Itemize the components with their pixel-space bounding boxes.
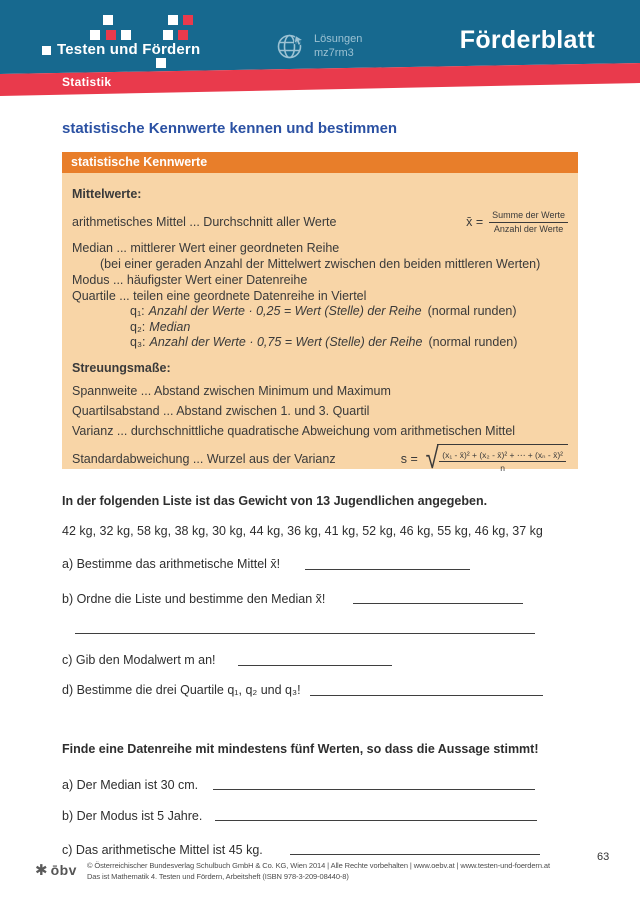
q2-label: q₂: bbox=[130, 319, 146, 334]
logo-square bbox=[156, 58, 166, 68]
standard-deviation-text: Standardabweichung ... Wurzel aus der Varianz bbox=[72, 451, 336, 466]
q1-note: (normal runden) bbox=[427, 304, 517, 318]
radical-sign: √ bbox=[425, 441, 439, 475]
fraction-denominator: n bbox=[500, 463, 505, 473]
mean-formula bbox=[466, 210, 568, 235]
brand-name: Testen und Fördern bbox=[57, 41, 201, 58]
exercise-1 bbox=[62, 494, 578, 709]
logo-square bbox=[103, 15, 113, 25]
logo-square bbox=[106, 30, 116, 40]
q3-label: q₃: bbox=[130, 335, 146, 349]
q2-formula: Median bbox=[149, 319, 191, 334]
q2-line bbox=[130, 320, 568, 336]
exercise-2-intro: Finde eine Datenreihe mit mindestens fünf Werten, so dass die Aussage stimmt! bbox=[62, 742, 539, 756]
exercise-1b-label: b) Ordne die Liste und bestimme den Median x̃! bbox=[62, 592, 326, 606]
infobox-body bbox=[62, 173, 578, 475]
quartilsabstand-text: Quartilsabstand ... Abstand zwischen 1. und 3. Quartil bbox=[72, 403, 370, 418]
q1-label: q₁: bbox=[130, 304, 145, 318]
exercise-2b-label: b) Der Modus ist 5 Jahre. bbox=[62, 809, 203, 823]
infobox bbox=[62, 152, 578, 475]
logo-square bbox=[90, 30, 100, 40]
stddev-formula-lhs: s = bbox=[400, 451, 418, 466]
infobox-heading-mittelwerte: Mittelwerte: bbox=[72, 187, 142, 201]
exercise-1-values: 42 kg, 32 kg, 58 kg, 38 kg, 30 kg, 44 kg, 36 kg, 41 kg, 52 kg, 46 kg, 55 kg, 46 kg, 37 kg bbox=[62, 524, 543, 538]
modus-text: Modus ... häufigster Wert einer Datenreihe bbox=[72, 273, 308, 287]
fraction-numerator: (x₁ - x̄)² + (x₂ - x̄)² + ⋯ + (xₙ - x̄)² bbox=[439, 450, 566, 462]
median-text: Median ... mittlerer Wert einer geordneten Reihe bbox=[72, 241, 340, 255]
exercise-2a-label: a) Der Median ist 30 cm. bbox=[62, 778, 199, 792]
exercise-1-intro: In der folgenden Liste ist das Gewicht von 13 Jugendlichen angegeben. bbox=[62, 494, 488, 508]
section-label: Statistik bbox=[62, 75, 112, 89]
logo-square bbox=[183, 15, 193, 25]
q3-line bbox=[130, 335, 568, 351]
q1-formula: Anzahl der Werte · 0,25 = Wert (Stelle) der Reihe bbox=[148, 304, 422, 318]
answer-line-1b-continued[interactable] bbox=[75, 633, 535, 634]
spannweite-text: Spannweite ... Abstand zwischen Minimum und Maximum bbox=[72, 383, 391, 398]
answer-line-1a[interactable] bbox=[305, 569, 470, 570]
globe-icon bbox=[276, 31, 306, 61]
logo-square bbox=[121, 30, 131, 40]
exercise-1c-label: c) Gib den Modalwert m an! bbox=[62, 653, 216, 667]
footer bbox=[35, 860, 550, 882]
stddev-fraction bbox=[439, 450, 566, 473]
document-type-title: Förderblatt bbox=[459, 26, 595, 54]
fraction-denominator: Anzahl der Werte bbox=[493, 223, 564, 234]
mean-formula-lhs: x̄ = bbox=[466, 215, 484, 229]
answer-line-1b[interactable] bbox=[353, 603, 523, 604]
fraction-numerator: Summe der Werte bbox=[489, 210, 568, 223]
imprint-line-2: Das ist Mathematik 4. Testen und Fördern, Arbeitsheft (ISBN 978-3-209-08440-8) bbox=[86, 872, 349, 881]
solutions-label: Lösungen bbox=[314, 33, 363, 45]
solutions-info bbox=[276, 31, 362, 61]
exercise-2 bbox=[62, 742, 578, 862]
logo-square bbox=[168, 15, 178, 25]
answer-line-2a[interactable] bbox=[213, 789, 535, 790]
q3-note: (normal runden) bbox=[428, 335, 518, 349]
infobox-heading-streuungsmasse: Streuungsmaße: bbox=[72, 360, 171, 375]
publisher-logo bbox=[35, 862, 77, 878]
exercise-1a-label: a) Bestimme das arithmetische Mittel x̄! bbox=[62, 557, 281, 571]
exercise-2c-label: c) Das arithmetische Mittel ist 45 kg. bbox=[62, 843, 263, 857]
varianz-text: Varianz ... durchschnittliche quadratische Abweichung vom arithmetischen Mittel bbox=[72, 423, 516, 438]
standard-deviation-row bbox=[72, 442, 568, 476]
obv-star-icon: ✱ bbox=[35, 861, 48, 879]
quartile-text: Quartile ... teilen eine geordnete Datenreihe in Viertel bbox=[72, 289, 367, 303]
median-note: (bei einer geraden Anzahl der Mittelwert zwischen den beiden mittleren Werten) bbox=[100, 257, 541, 271]
stddev-formula bbox=[400, 441, 568, 475]
q1-line bbox=[130, 304, 568, 320]
imprint bbox=[87, 860, 550, 882]
exercise-1d-label: d) Bestimme die drei Quartile q₁, q₂ und q₃! bbox=[62, 683, 301, 697]
logo-square bbox=[163, 30, 173, 40]
imprint-line-1: © Österreichischer Bundesverlag Schulbuch GmbH & Co. KG, Wien 2014 | Alle Rechte vorbehalten | www.oebv.at | www.testen-und-foerdern.at bbox=[86, 861, 550, 870]
logo-bullet bbox=[42, 46, 51, 55]
answer-line-2b[interactable] bbox=[215, 820, 537, 821]
q3-formula: Anzahl der Werte · 0,75 = Wert (Stelle) der Reihe bbox=[149, 335, 423, 349]
radicand bbox=[437, 444, 568, 473]
page-title: statistische Kennwerte kennen und bestimmen bbox=[62, 120, 398, 137]
arithmetic-mean-row bbox=[72, 205, 568, 239]
logo-square bbox=[178, 30, 188, 40]
sqrt-expression bbox=[424, 441, 568, 475]
answer-line-1c[interactable] bbox=[238, 665, 392, 666]
publisher-logo-text: ōbv bbox=[50, 862, 77, 878]
infobox-title: statistische Kennwerte bbox=[62, 152, 578, 173]
arithmetic-mean-text: arithmetisches Mittel ... Durchschnitt aller Werte bbox=[72, 215, 337, 229]
answer-line-1d[interactable] bbox=[310, 695, 543, 696]
solutions-code: mz7rm3 bbox=[314, 47, 354, 59]
mean-fraction bbox=[489, 210, 568, 235]
answer-line-2c[interactable] bbox=[290, 854, 540, 855]
page-number: 63 bbox=[597, 851, 610, 863]
